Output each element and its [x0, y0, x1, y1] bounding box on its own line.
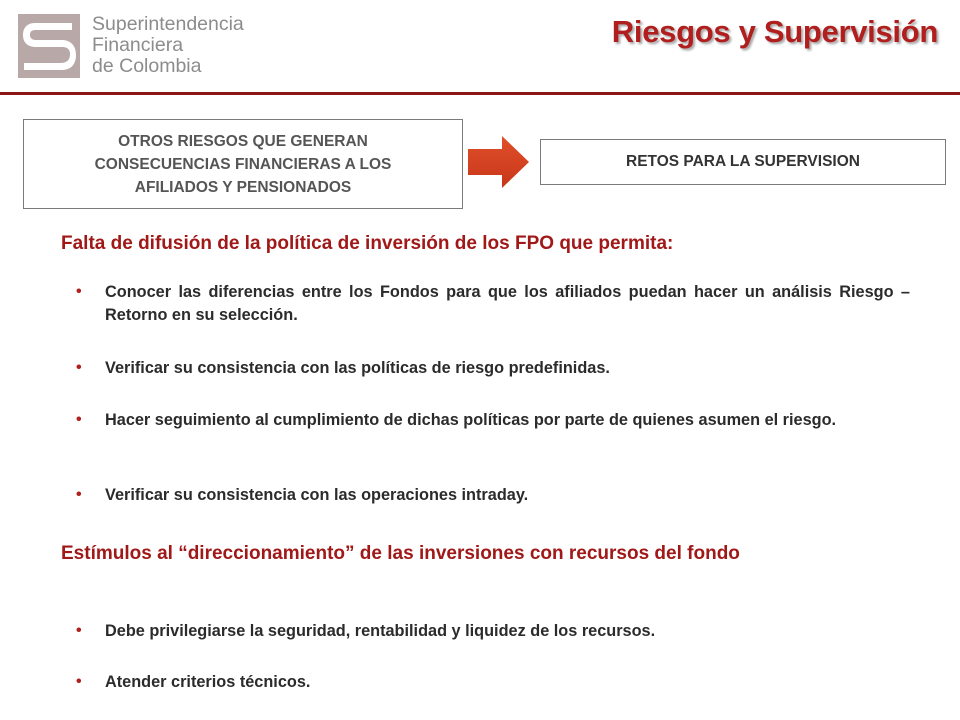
bullet-icon: • — [76, 673, 82, 690]
list-item — [76, 484, 910, 507]
list-item-text: Debe privilegiarse la seguridad, rentabilidad y liquidez de los recursos. — [105, 622, 656, 640]
other-risks-box: OTROS RIESGOS QUE GENERAN CONSECUENCIAS FINANCIERAS A LOS AFILIADOS Y PENSIONADOS — [23, 119, 463, 209]
list-item-text: Verificar su consistencia con las operaciones intraday. — [105, 486, 529, 504]
bullet-icon: • — [76, 622, 82, 639]
right-arrow-icon — [468, 136, 530, 188]
list-item-text: Conocer las diferencias entre los Fondos para que los afiliados puedan hacer un análisis Riesgo – Retorno en su selección. — [105, 283, 910, 324]
list-item — [76, 409, 910, 432]
supervision-challenges-box: RETOS PARA LA SUPERVISION — [540, 139, 946, 185]
logo-line: de Colombia — [92, 55, 202, 77]
list-item-text: Atender criterios técnicos. — [105, 673, 311, 691]
list-item — [76, 281, 910, 327]
bullet-icon: • — [76, 411, 82, 428]
header-divider — [0, 92, 960, 95]
list-item — [76, 671, 910, 694]
logo-text — [92, 14, 244, 77]
logo-icon — [18, 14, 80, 78]
section-heading: Estímulos al “direccionamiento” de las inversiones con recursos del fondo — [61, 543, 740, 564]
page-title: Riesgos y Supervisión — [611, 14, 938, 49]
list-item-text: Verificar su consistencia con las políticas de riesgo predefinidas. — [105, 359, 610, 377]
list-item-text: Hacer seguimiento al cumplimiento de dichas políticas por parte de quienes asumen el riesgo. — [105, 411, 837, 429]
list-item — [76, 620, 910, 643]
bullet-icon: • — [76, 283, 82, 300]
logo-line: Superintendencia — [92, 13, 244, 35]
bullet-icon: • — [76, 359, 82, 376]
section-heading: Falta de difusión de la política de inversión de los FPO que permita: — [61, 233, 674, 254]
logo-line: Financiera — [92, 34, 184, 56]
list-item — [76, 357, 910, 380]
bullet-icon: • — [76, 486, 82, 503]
